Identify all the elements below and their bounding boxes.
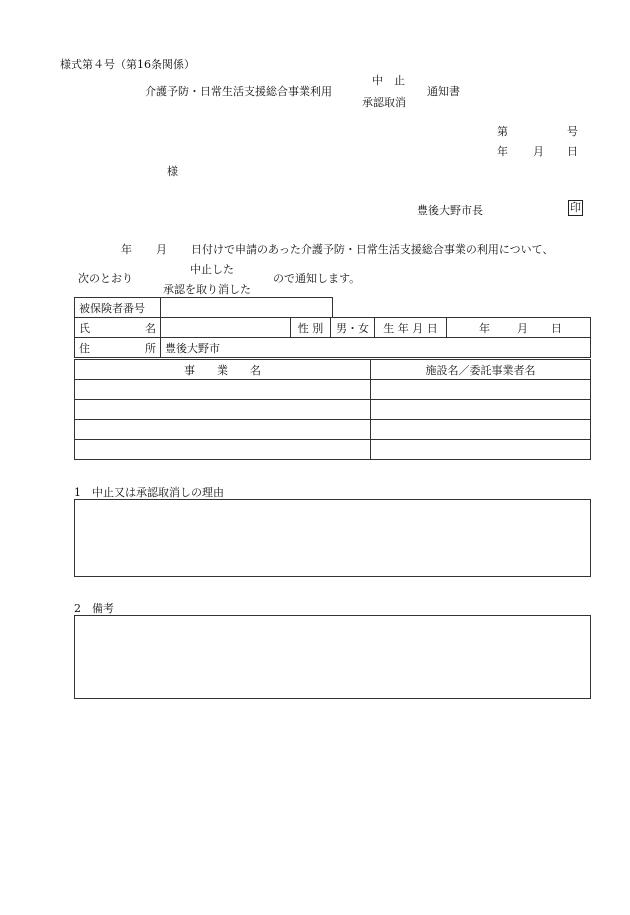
birth-year-label: 年 bbox=[479, 322, 490, 335]
insured-number-label: 被保険者番号 bbox=[75, 298, 161, 318]
service-name-cell[interactable] bbox=[75, 400, 371, 420]
sex-label: 性 別 bbox=[291, 318, 331, 338]
service-table bbox=[74, 359, 591, 460]
remarks-section-label: 2 備考 bbox=[74, 602, 114, 615]
seal-stamp: 印 bbox=[570, 201, 581, 214]
table-row bbox=[75, 440, 591, 460]
reason-section-label: 1 中止又は承認取消しの理由 bbox=[74, 486, 224, 499]
reason-textbox[interactable] bbox=[74, 499, 591, 577]
facility-name-cell[interactable] bbox=[371, 380, 591, 400]
service-name-cell[interactable] bbox=[75, 420, 371, 440]
body-month: 月 bbox=[156, 243, 167, 256]
body-line2-suffix: ので通知します。 bbox=[273, 272, 361, 285]
body-line1: 日付けで申請のあった介護予防・日常生活支援総合事業の利用について、 bbox=[191, 243, 554, 256]
form-number: 様式第４号（第16条関係） bbox=[60, 58, 195, 71]
doc-date-day: 日 bbox=[567, 145, 578, 158]
remarks-textbox[interactable] bbox=[74, 615, 591, 699]
body-line2-prefix: 次のとおり bbox=[78, 272, 133, 285]
doc-number-dai: 第 bbox=[497, 125, 508, 138]
table-row bbox=[75, 400, 591, 420]
name-label: 氏 名 bbox=[75, 318, 161, 338]
insured-number-table bbox=[74, 297, 333, 318]
body-year: 年 bbox=[121, 243, 132, 256]
addressee-sama: 様 bbox=[167, 165, 178, 178]
facility-name-cell[interactable] bbox=[371, 400, 591, 420]
birthdate-field[interactable] bbox=[447, 318, 591, 338]
service-name-cell[interactable] bbox=[75, 440, 371, 460]
applicant-table bbox=[74, 317, 591, 358]
table-row bbox=[75, 380, 591, 400]
title-prefix: 介護予防・日常生活支援総合事業利用 bbox=[145, 85, 332, 98]
body-option-cancelled: 承認を取り消した bbox=[163, 283, 251, 296]
title-option-stop: 中 止 bbox=[372, 74, 405, 87]
name-field[interactable] bbox=[161, 318, 291, 338]
birth-day-label: 日 bbox=[551, 322, 562, 335]
birthdate-label: 生 年 月 日 bbox=[375, 318, 447, 338]
sex-options[interactable]: 男・女 bbox=[331, 318, 375, 338]
facility-name-cell[interactable] bbox=[371, 440, 591, 460]
service-name-cell[interactable] bbox=[75, 380, 371, 400]
address-label: 住 所 bbox=[75, 338, 161, 358]
table-row bbox=[75, 420, 591, 440]
body-option-stopped: 中止した bbox=[190, 263, 234, 276]
service-name-header: 事 業 名 bbox=[75, 360, 371, 380]
title-option-cancel: 承認取消 bbox=[362, 96, 406, 109]
facility-name-cell[interactable] bbox=[371, 420, 591, 440]
doc-number-go: 号 bbox=[567, 125, 578, 138]
birth-month-label: 月 bbox=[517, 322, 528, 335]
issuer-name: 豊後大野市長 bbox=[417, 204, 483, 217]
address-field[interactable]: 豊後大野市 bbox=[161, 338, 591, 358]
doc-date-month: 月 bbox=[533, 145, 544, 158]
title-suffix: 通知書 bbox=[427, 85, 460, 98]
facility-name-header: 施設名／委託事業者名 bbox=[371, 360, 591, 380]
doc-date-year: 年 bbox=[497, 145, 508, 158]
insured-number-field[interactable] bbox=[161, 298, 333, 318]
